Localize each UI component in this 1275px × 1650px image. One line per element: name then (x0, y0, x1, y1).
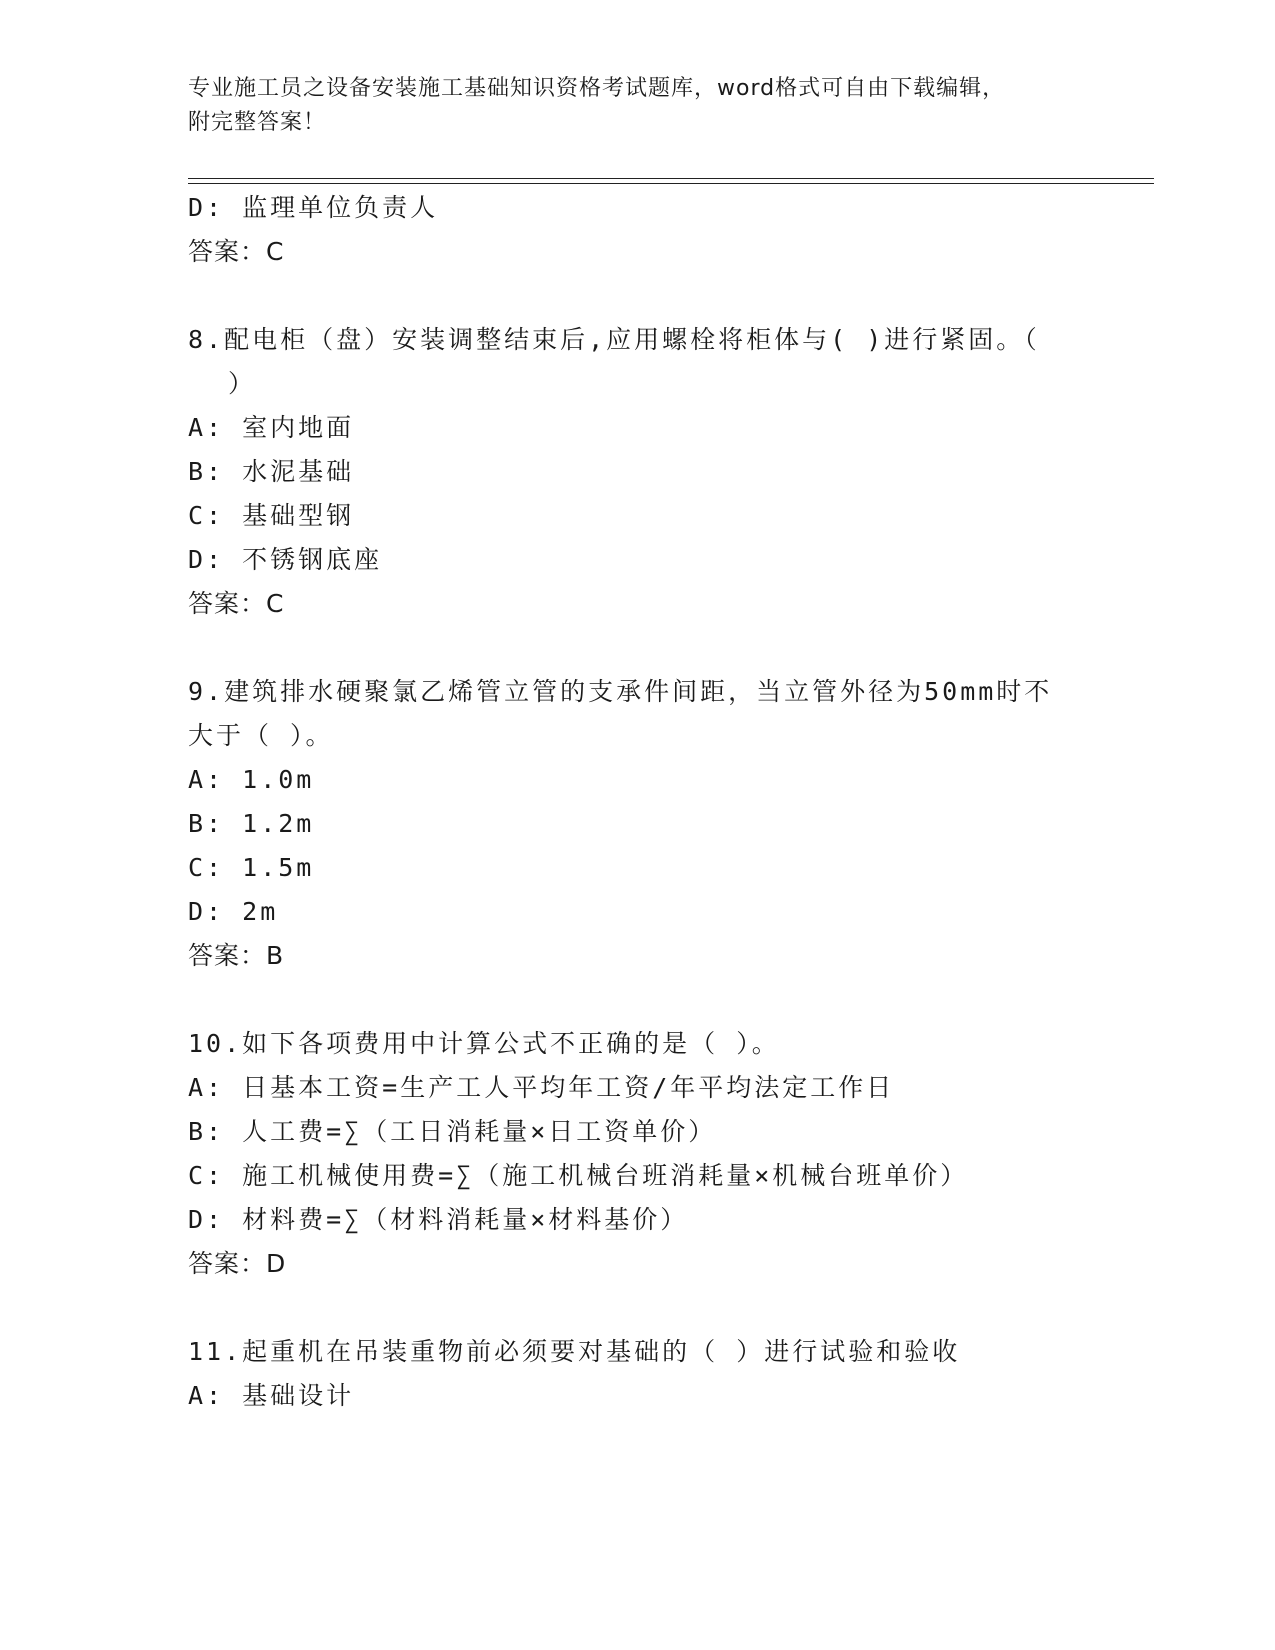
q9-option-b: B: 1.2m (188, 809, 315, 838)
q9-option-c: C: 1.5m (188, 853, 315, 882)
header-divider-bottom (188, 183, 1154, 184)
q11-option-a: A: 基础设计 (188, 1381, 355, 1410)
q9-option-a: A: 1.0m (188, 765, 315, 794)
q10-option-c: C: 施工机械使用费=∑（施工机械台班消耗量×机械台班单价） (188, 1161, 969, 1190)
q10-option-d: D: 材料费=∑（材料消耗量×材料基价） (188, 1205, 689, 1234)
header-line-1: 专业施工员之设备安装施工基础知识资格考试题库，word格式可自由下载编辑， (188, 76, 1006, 101)
q9-answer: 答案：B (188, 941, 285, 970)
header-line-2: 附完整答案！ (188, 110, 327, 135)
q10-option-a: A: 日基本工资=生产工人平均年工资/年平均法定工作日 (188, 1073, 895, 1102)
q8-option-d: D: 不锈钢底座 (188, 545, 383, 574)
q9-stem-line1: 9.建筑排水硬聚氯乙烯管立管的支承件间距，当立管外径为50mm时不 (188, 677, 1053, 706)
q11-stem: 11.起重机在吊装重物前必须要对基础的（ ）进行试验和验收 (188, 1337, 961, 1366)
q9-stem-line2: 大于（ ）。 (188, 721, 334, 750)
q8-option-b: B: 水泥基础 (188, 457, 355, 486)
q7-option-d: D: 监理单位负责人 (188, 193, 439, 222)
q8-stem-line1: 8.配电柜（盘）安装调整结束后,应用螺栓将柜体与( )进行紧固。（ (188, 325, 1040, 354)
q8-option-a: A: 室内地面 (188, 413, 355, 442)
q8-option-c: C: 基础型钢 (188, 501, 355, 530)
q10-stem: 10.如下各项费用中计算公式不正确的是（ ）。 (188, 1029, 780, 1058)
header-divider-top (188, 178, 1154, 179)
q10-option-b: B: 人工费=∑（工日消耗量×日工资单价） (188, 1117, 717, 1146)
q8-stem-line2: ） (228, 369, 257, 398)
q9-option-d: D: 2m (188, 897, 279, 926)
q7-answer: 答案：C (188, 237, 285, 266)
document-header (188, 72, 1088, 140)
q8-answer: 答案：C (188, 589, 285, 618)
q10-answer: 答案：D (188, 1249, 287, 1278)
